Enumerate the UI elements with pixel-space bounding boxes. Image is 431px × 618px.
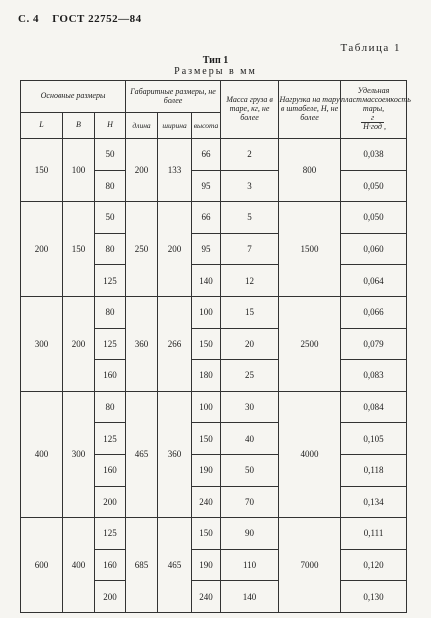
cell-B: 300 <box>63 391 95 517</box>
header-plastic-label: Удельная пластмассоемкость тары, <box>341 86 411 113</box>
cell-load: 800 <box>279 139 341 202</box>
cell-height: 66 <box>192 202 221 234</box>
cell-height: 140 <box>192 265 221 297</box>
cell-H: 80 <box>95 296 126 328</box>
header-mass: Масса груза в таре, кг, не более <box>221 81 279 139</box>
cell-mass: 40 <box>221 423 279 455</box>
cell-length: 360 <box>126 296 158 391</box>
header-B: B <box>63 113 95 139</box>
type-label: Тип 1 <box>202 55 229 66</box>
cell-height: 150 <box>192 328 221 360</box>
table-label: Таблица 1 <box>340 42 401 54</box>
cell-L: 400 <box>21 391 63 517</box>
cell-H: 160 <box>95 360 126 392</box>
cell-mass: 110 <box>221 549 279 581</box>
cell-plastic: 0,083 <box>341 360 407 392</box>
cell-plastic: 0,130 <box>341 581 407 613</box>
header-H: H <box>95 113 126 139</box>
header-width: ширина <box>158 113 192 139</box>
table-caption: Размеры в мм <box>174 66 257 77</box>
cell-load: 4000 <box>279 391 341 517</box>
cell-L: 150 <box>21 139 63 202</box>
cell-H: 160 <box>95 454 126 486</box>
cell-plastic: 0,079 <box>341 328 407 360</box>
cell-width: 133 <box>158 139 192 202</box>
cell-mass: 30 <box>221 391 279 423</box>
cell-plastic: 0,105 <box>341 423 407 455</box>
header-overall-dims: Габаритные размеры, не более <box>126 81 221 113</box>
header-height: высота <box>192 113 221 139</box>
cell-plastic: 0,134 <box>341 486 407 518</box>
cell-L: 600 <box>21 518 63 613</box>
table-row <box>21 518 407 550</box>
header-length: длина <box>126 113 158 139</box>
header-basic-dims: Основные размеры <box>21 81 126 113</box>
cell-load: 1500 <box>279 202 341 297</box>
cell-H: 125 <box>95 328 126 360</box>
cell-mass: 12 <box>221 265 279 297</box>
cell-plastic: 0,050 <box>341 202 407 234</box>
cell-H: 50 <box>95 202 126 234</box>
cell-plastic: 0,118 <box>341 454 407 486</box>
cell-H: 160 <box>95 549 126 581</box>
cell-width: 266 <box>158 296 192 391</box>
cell-load: 7000 <box>279 518 341 613</box>
cell-mass: 3 <box>221 170 279 202</box>
dimensions-table <box>20 80 411 613</box>
plastic-unit-denominator: Н·год <box>363 121 382 131</box>
table-row <box>21 139 407 171</box>
cell-plastic: 0,120 <box>341 549 407 581</box>
cell-H: 125 <box>95 265 126 297</box>
plastic-unit-numerator: г <box>361 114 384 123</box>
cell-height: 100 <box>192 391 221 423</box>
cell-plastic: 0,050 <box>341 170 407 202</box>
cell-length: 200 <box>126 139 158 202</box>
cell-mass: 50 <box>221 454 279 486</box>
page-header <box>18 13 152 25</box>
table-row <box>21 296 407 328</box>
cell-height: 150 <box>192 518 221 550</box>
cell-plastic: 0,038 <box>341 139 407 171</box>
cell-mass: 70 <box>221 486 279 518</box>
cell-mass: 20 <box>221 328 279 360</box>
cell-height: 240 <box>192 581 221 613</box>
cell-height: 66 <box>192 139 221 171</box>
table-row <box>21 391 407 423</box>
cell-plastic: 0,066 <box>341 296 407 328</box>
cell-height: 180 <box>192 360 221 392</box>
cell-height: 150 <box>192 423 221 455</box>
table-body <box>21 139 407 613</box>
cell-mass: 5 <box>221 202 279 234</box>
cell-H: 80 <box>95 170 126 202</box>
header-load: Нагрузка на тару в штабеле, Н, не более <box>279 81 341 139</box>
cell-H: 125 <box>95 423 126 455</box>
cell-mass: 15 <box>221 296 279 328</box>
cell-height: 100 <box>192 296 221 328</box>
cell-height: 95 <box>192 170 221 202</box>
standard-code: ГОСТ 22752—84 <box>52 13 142 25</box>
cell-H: 50 <box>95 139 126 171</box>
cell-mass: 90 <box>221 518 279 550</box>
cell-height: 190 <box>192 454 221 486</box>
cell-L: 200 <box>21 202 63 297</box>
cell-width: 465 <box>158 518 192 613</box>
cell-height: 240 <box>192 486 221 518</box>
header-plastic <box>341 81 411 139</box>
cell-length: 685 <box>126 518 158 613</box>
cell-mass: 2 <box>221 139 279 171</box>
table-row <box>21 202 407 234</box>
cell-width: 200 <box>158 202 192 297</box>
cell-H: 200 <box>95 486 126 518</box>
cell-mass: 7 <box>221 233 279 265</box>
cell-B: 400 <box>63 518 95 613</box>
cell-height: 95 <box>192 233 221 265</box>
cell-L: 300 <box>21 296 63 391</box>
cell-length: 465 <box>126 391 158 517</box>
cell-plastic: 0,064 <box>341 265 407 297</box>
cell-B: 200 <box>63 296 95 391</box>
cell-load: 2500 <box>279 296 341 391</box>
cell-H: 125 <box>95 518 126 550</box>
cell-B: 100 <box>63 139 95 202</box>
page-number: С. 4 <box>18 13 39 25</box>
header-plastic-unit <box>361 114 384 131</box>
cell-mass: 140 <box>221 581 279 613</box>
cell-plastic: 0,111 <box>341 518 407 550</box>
cell-plastic: 0,084 <box>341 391 407 423</box>
cell-B: 150 <box>63 202 95 297</box>
cell-plastic: 0,060 <box>341 233 407 265</box>
cell-mass: 25 <box>221 360 279 392</box>
cell-H: 200 <box>95 581 126 613</box>
cell-H: 80 <box>95 391 126 423</box>
cell-width: 360 <box>158 391 192 517</box>
cell-H: 80 <box>95 233 126 265</box>
header-L: L <box>21 113 63 139</box>
plastic-unit-tail: , <box>383 121 386 131</box>
cell-length: 250 <box>126 202 158 297</box>
cell-height: 190 <box>192 549 221 581</box>
